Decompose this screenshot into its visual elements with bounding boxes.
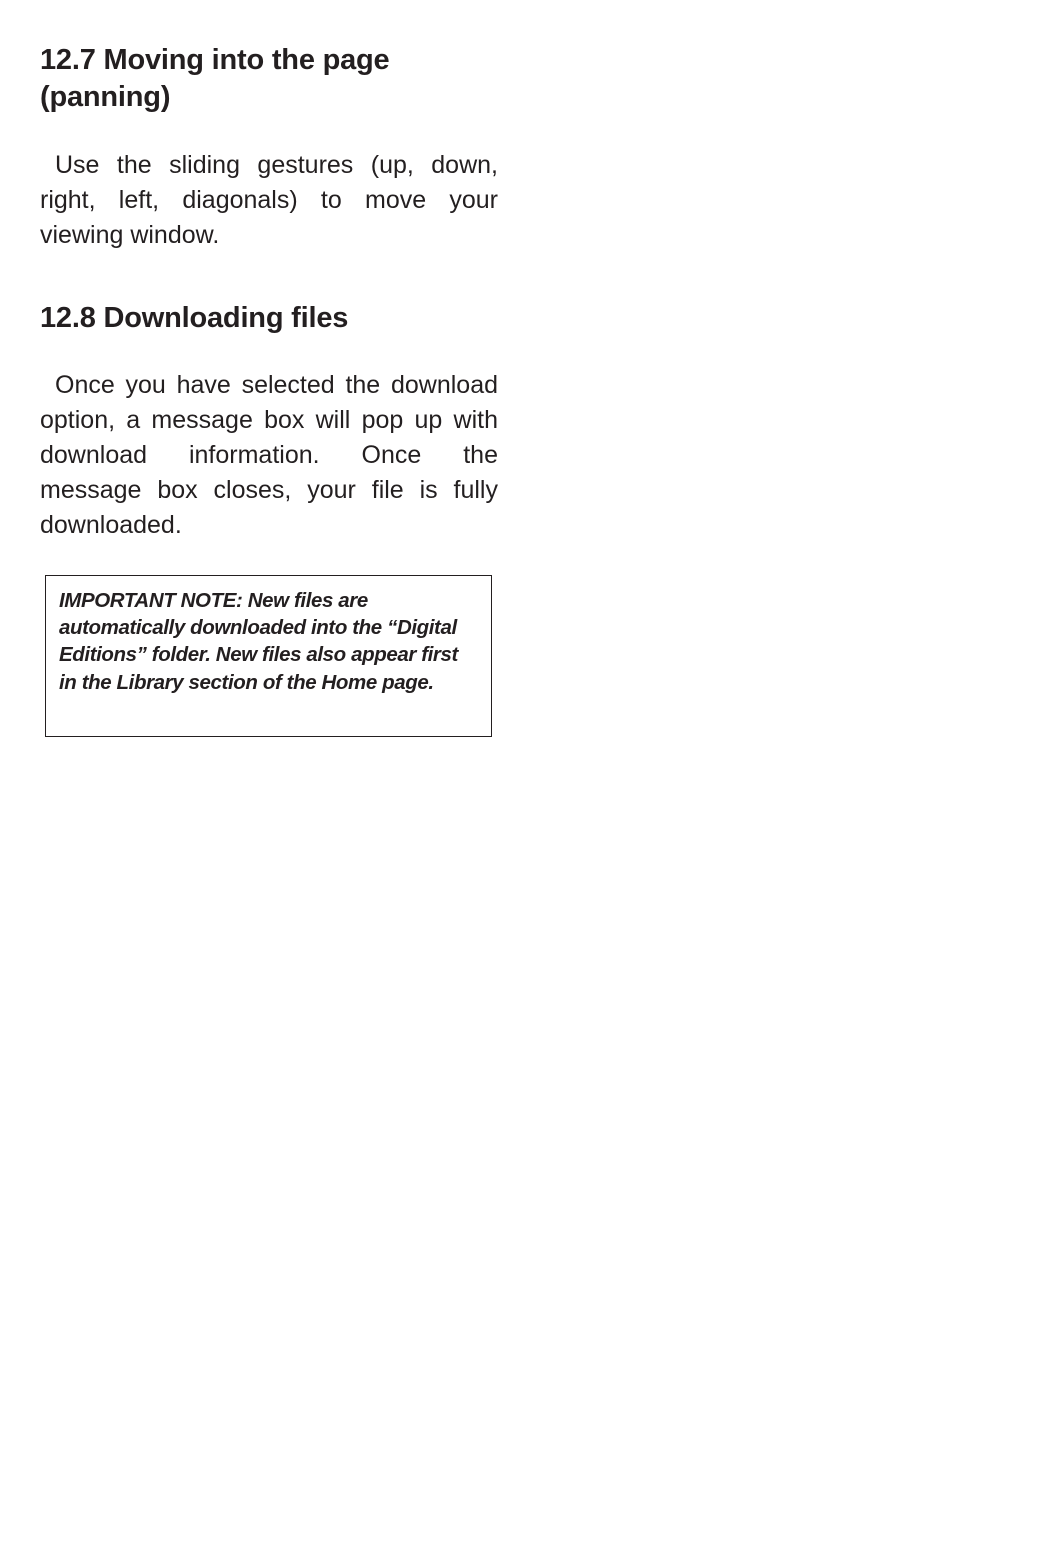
section-heading-panning: 12.7 Moving into the page (panning) — [40, 44, 390, 113]
important-note-box — [45, 575, 492, 737]
section-body-downloading: Once you have selected the download option, a message box will pop up with download information. Once the message box closes, your file is fully downloaded. — [40, 371, 498, 539]
section-body-panning: Use the sliding gestures (up, down, right, left, diagonals) to move your viewing window. — [40, 151, 498, 249]
section-heading-downloading: 12.8 Downloading files — [40, 302, 349, 334]
important-note-text: IMPORTANT NOTE: New files are automatically downloaded into the “Digital Editions” folder. New files also appear first in the Library section of the Home page. — [59, 589, 458, 694]
